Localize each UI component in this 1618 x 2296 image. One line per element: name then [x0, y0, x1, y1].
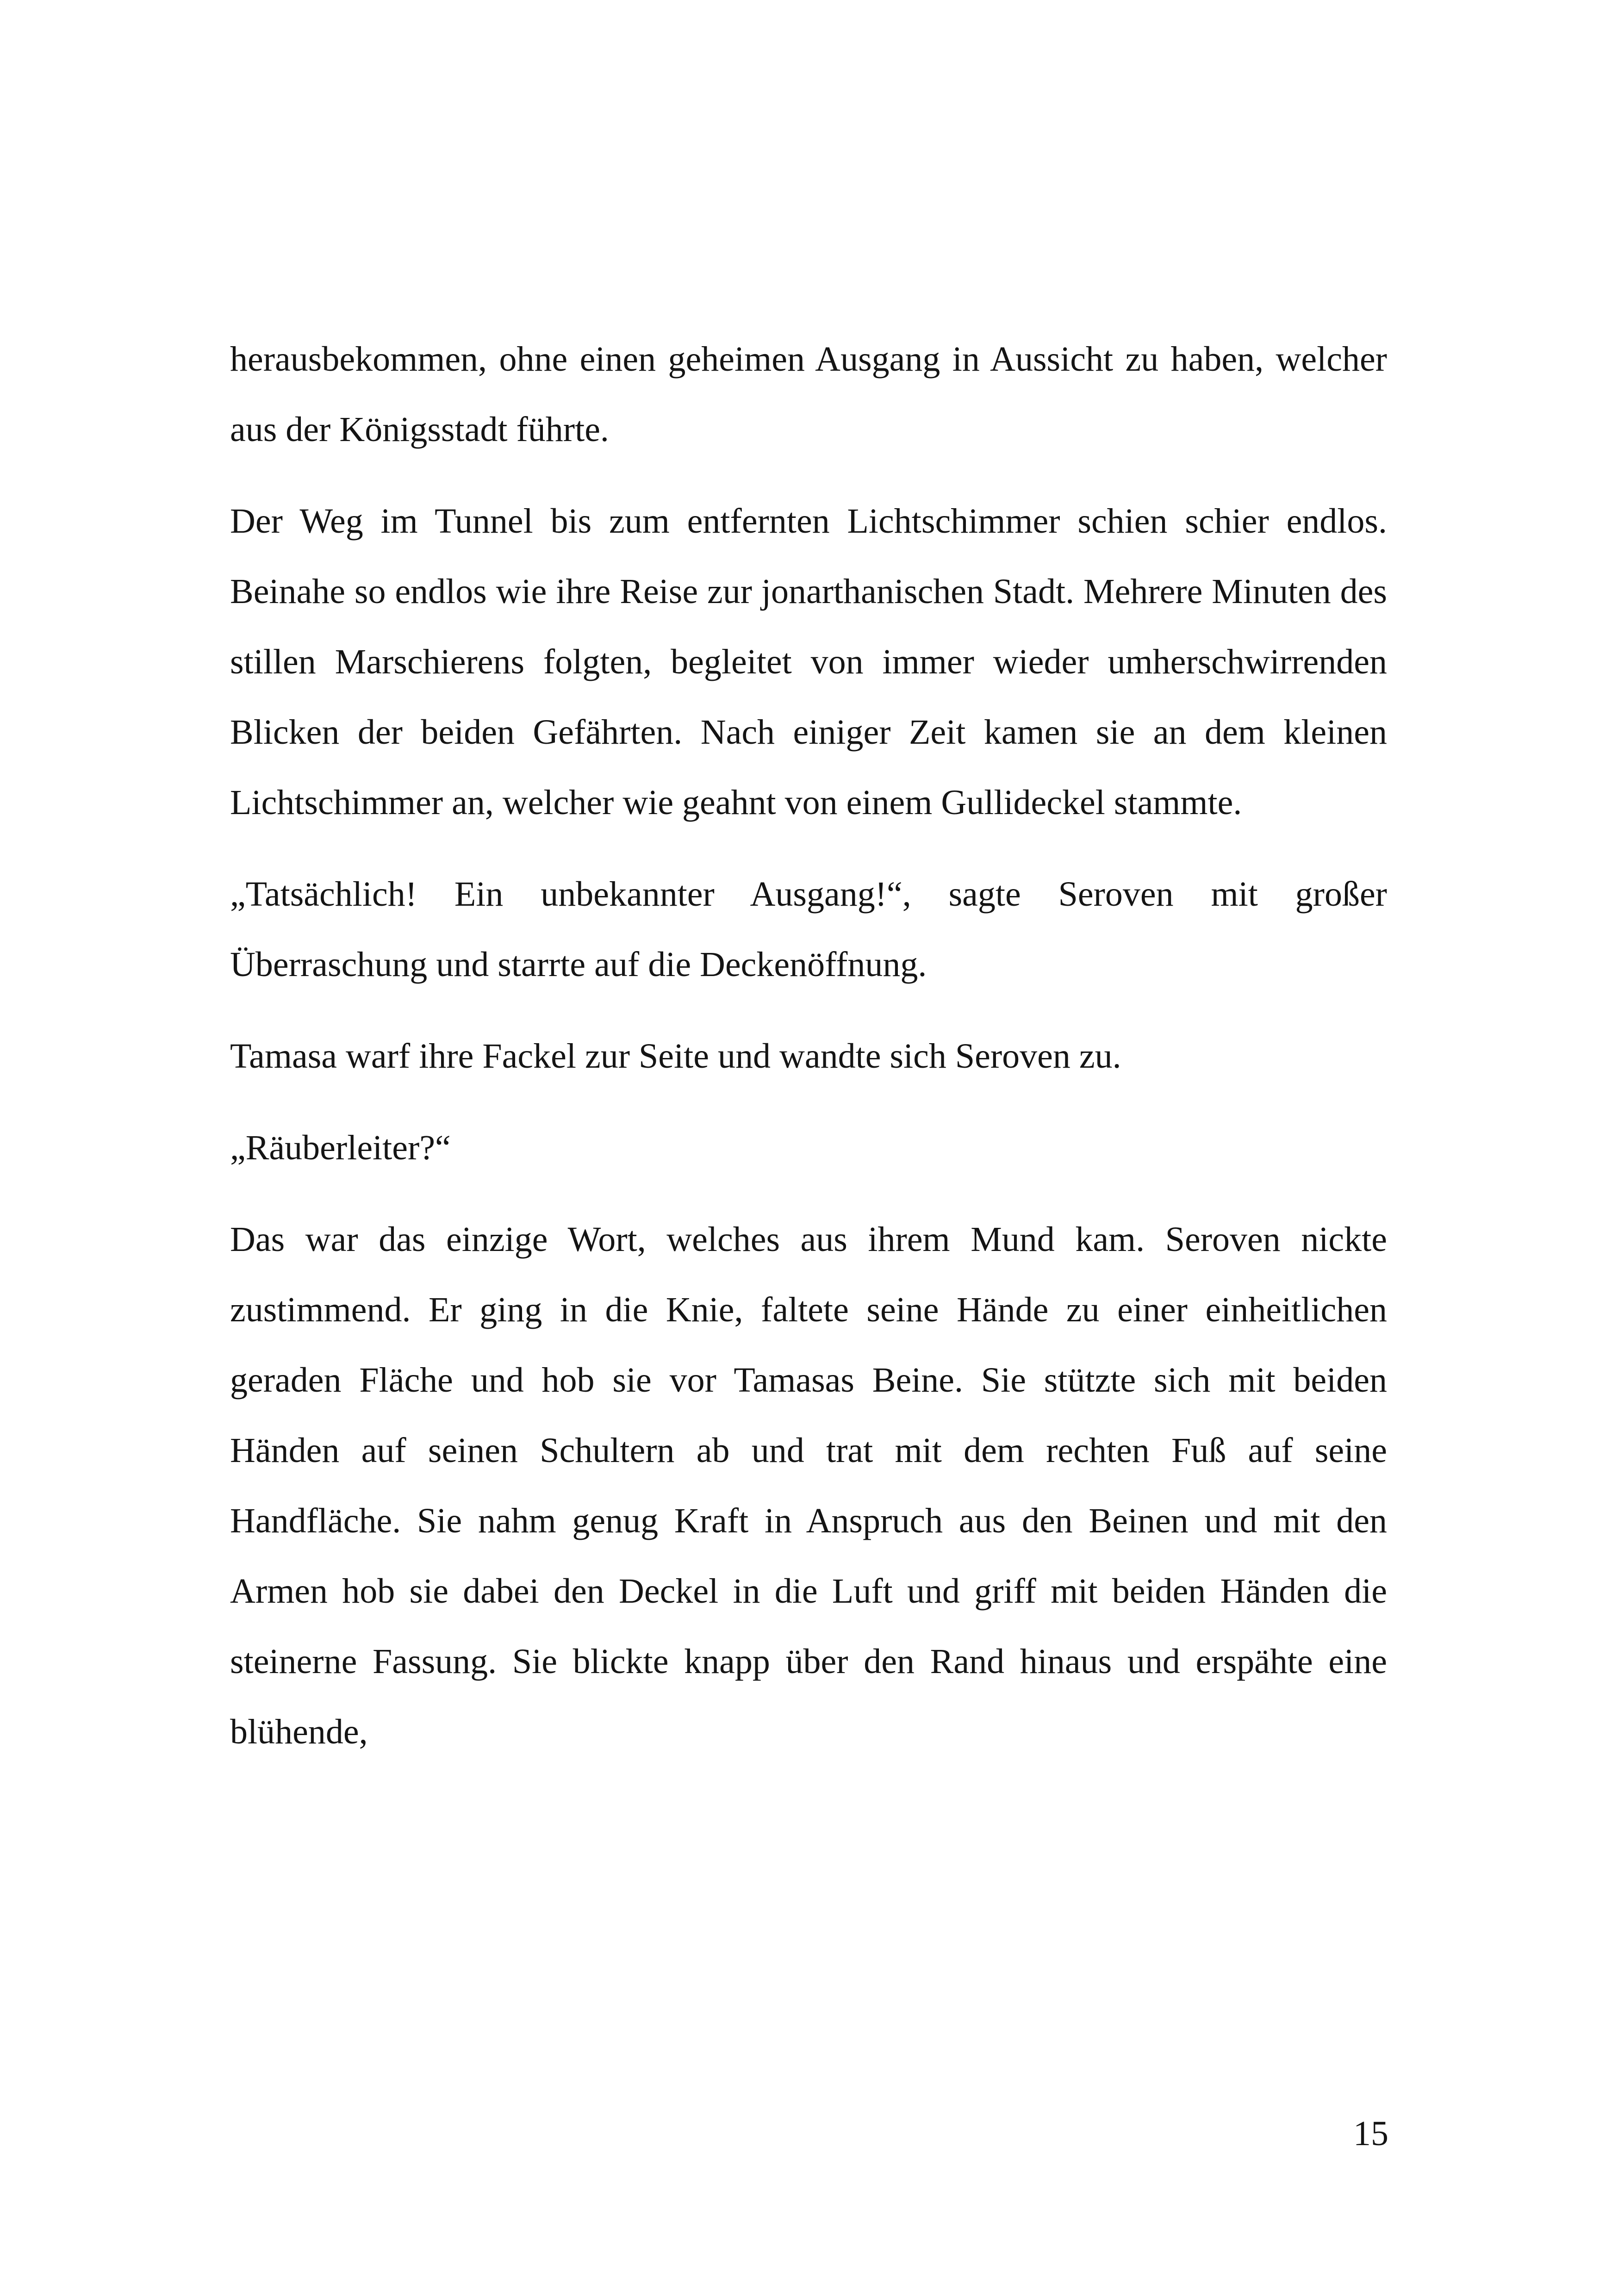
- paragraph: Der Weg im Tunnel bis zum entfernten Lichtschimmer schien schier endlos. Beinahe so endlos wie ihre Reise zur jonarthanischen Stadt. Mehrere Minuten des stillen Marschierens folgten, begleitet von immer wieder umherschwirrenden Blicken der beiden Gefährten. Nach einiger Zeit kamen sie an dem kleinen Lichtschimmer an, welcher wie geahnt von einem Gullideckel stammte.: [230, 502, 1387, 822]
- paragraph: Tamasa warf ihre Fackel zur Seite und wandte sich Seroven zu.: [230, 1037, 1121, 1076]
- paragraph: „Räuberleiter?“: [230, 1128, 451, 1167]
- paragraph: Das war das einzige Wort, welches aus ihrem Mund kam. Seroven nickte zustimmend. Er ging in die Knie, faltete seine Hände zu einer einheitlichen geraden Fläche und hob sie vor Tamasas Beine. Sie stützte sich mit beiden Händen auf seinen Schultern ab und trat mit dem rechten Fuß auf seine Handfläche. Sie nahm genug Kraft in Anspruch aus den Beinen und mit den Armen hob sie dabei den Deckel in die Luft und griff mit beiden Händen die steinerne Fassung. Sie blickte knapp über den Rand hinaus und erspähte eine blühende,: [230, 1220, 1387, 1751]
- page-number: 15: [1353, 2114, 1388, 2153]
- body-text: [230, 324, 1387, 1788]
- paragraph: „Tatsächlich! Ein unbekannter Ausgang!“, sagte Seroven mit großer Überraschung und starrte auf die Deckenöffnung.: [230, 875, 1387, 984]
- paragraph: herausbekommen, ohne einen geheimen Ausgang in Aussicht zu haben, welcher aus der Königsstadt führte.: [230, 340, 1387, 449]
